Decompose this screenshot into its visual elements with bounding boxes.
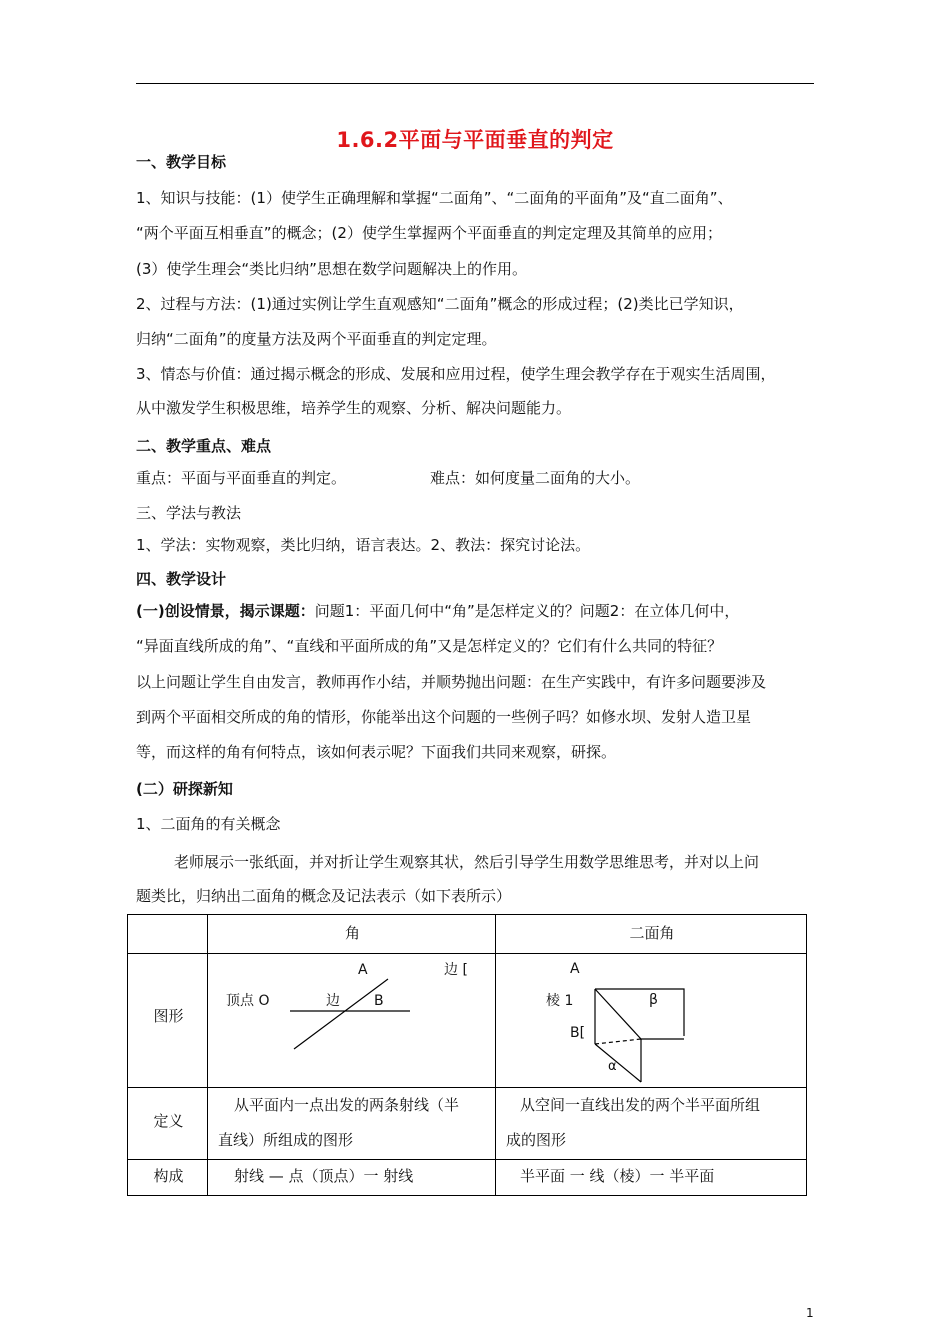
angle-ray-diagonal [294, 979, 388, 1049]
sec1-line-1: 1、知识与技能：(1）使学生正确理解和掌握“二面角”、“二面角的平面角”及“直二面角”、 [136, 189, 733, 207]
sec4-line-4: 到两个平面相交所成的角的情形，你能举出这个问题的一些例子吗？如修水坝、发射人造卫星 [136, 708, 752, 726]
section-3-heading: 三、学法与教法 [136, 504, 242, 522]
section-4-heading: 四、教学设计 [136, 570, 227, 588]
sec3-content: 1、学法：实物观察，类比归纳，语言表达。2、教法：探究讨论法。 [136, 536, 591, 554]
difficulty: 难点：如何度量二面角的大小。 [430, 469, 641, 487]
row-composition-label: 构成 [127, 1159, 208, 1196]
part-1-label: (一)创设情景，揭示课题： [136, 602, 315, 620]
sec4-para-2: 题类比，归纳出二面角的概念及记法表示（如下表所示） [136, 887, 512, 905]
page-number: 1 [806, 1306, 814, 1320]
sec1-line-2: “两个平面互相垂直”的概念；(2）使学生掌握两个平面垂直的判定定理及其简单的应用； [136, 224, 722, 242]
page-title: 1.6.2平面与平面垂直的判定 [336, 128, 614, 152]
angle-label-b: B [374, 993, 384, 1009]
row-definition-label: 定义 [127, 1087, 208, 1160]
angle-definition-cell: 从平面内一点出发的两条射线（半 直线）所组成的图形 [207, 1087, 496, 1160]
dihedral-label-beta: β [649, 992, 658, 1008]
angle-label-vertex: 顶点 O [226, 993, 270, 1009]
angle-figure-cell [207, 953, 496, 1088]
sec1-line-7: 从中激发学生积极思维，培养学生的观察、分析、解决问题能力。 [136, 399, 572, 417]
key-point: 重点：平面与平面垂直的判定。 [136, 469, 347, 487]
dihedral-composition-cell: 半平面 一 线（棱）一 半平面 [495, 1159, 807, 1196]
angle-label-edge-bottom: 边 [326, 993, 340, 1009]
sec4-line-1 [136, 601, 739, 621]
dihedral-label-edge: 棱 1 [546, 993, 574, 1009]
part-1-text: 问题1：平面几何中“角”是怎样定义的？问题2：在立体几何中， [314, 602, 740, 620]
angle-label-edge-top: 边 [ [444, 962, 468, 978]
plane-alpha-top [595, 989, 641, 1039]
dihedral-label-b: B[ [570, 1025, 586, 1041]
plane-beta-outline [595, 989, 684, 1036]
sec4-line-2: “异面直线所成的角”、“直线和平面所成的角”又是怎样定义的？它们有什么共同的特征？ [136, 637, 723, 655]
dihedral-diagram [496, 954, 806, 1087]
sec4-para-1: 老师展示一张纸面，并对折让学生观察其状，然后引导学生用数学思维思考，并对以上问 [174, 853, 760, 871]
dihedral-figure-cell [495, 953, 807, 1088]
angle-composition-cell: 射线 — 点（顶点）一 射线 [207, 1159, 496, 1196]
angle-label-a: A [358, 962, 368, 978]
sec1-line-4: 2、过程与方法：(1)通过实例让学生直观感知“二面角”概念的形成过程；(2)类比已学知识， [136, 295, 744, 313]
table-header-dihedral: 二面角 [495, 914, 807, 954]
row-figure-label: 图形 [127, 953, 208, 1088]
sec4-line-3: 以上问题让学生自由发言，教师再作小结，并顺势抛出问题：在生产实践中，有许多问题要涉及 [136, 673, 767, 691]
subsection-1: 1、二面角的有关概念 [136, 815, 281, 833]
hidden-edge [595, 1039, 641, 1044]
table-header-angle: 角 [207, 914, 496, 954]
part-2-label: (二）研探新知 [136, 780, 233, 798]
dihedral-label-a: A [570, 961, 580, 977]
table-header-blank [127, 914, 208, 954]
sec1-line-6: 3、情态与价值：通过揭示概念的形成、发展和应用过程，使学生理会教学存在于观实生活周围， [136, 365, 776, 383]
header-rule [136, 83, 814, 84]
section-2-heading: 二、教学重点、难点 [136, 437, 272, 455]
sec4-line-5: 等，而这样的角有何特点，该如何表示呢？下面我们共同来观察，研探。 [136, 743, 617, 761]
dihedral-definition-cell: 从空间一直线出发的两个半平面所组 成的图形 [495, 1087, 807, 1160]
sec1-line-5: 归纳“二面角”的度量方法及两个平面垂直的判定定理。 [136, 330, 497, 348]
dihedral-label-alpha: α [608, 1059, 617, 1074]
plane-alpha-bottom [595, 1044, 641, 1082]
sec1-line-3: (3）使学生理会“类比归纳”思想在数学问题解决上的作用。 [136, 260, 527, 278]
section-1-heading: 一、教学目标 [136, 153, 227, 171]
comparison-table [127, 914, 807, 1196]
